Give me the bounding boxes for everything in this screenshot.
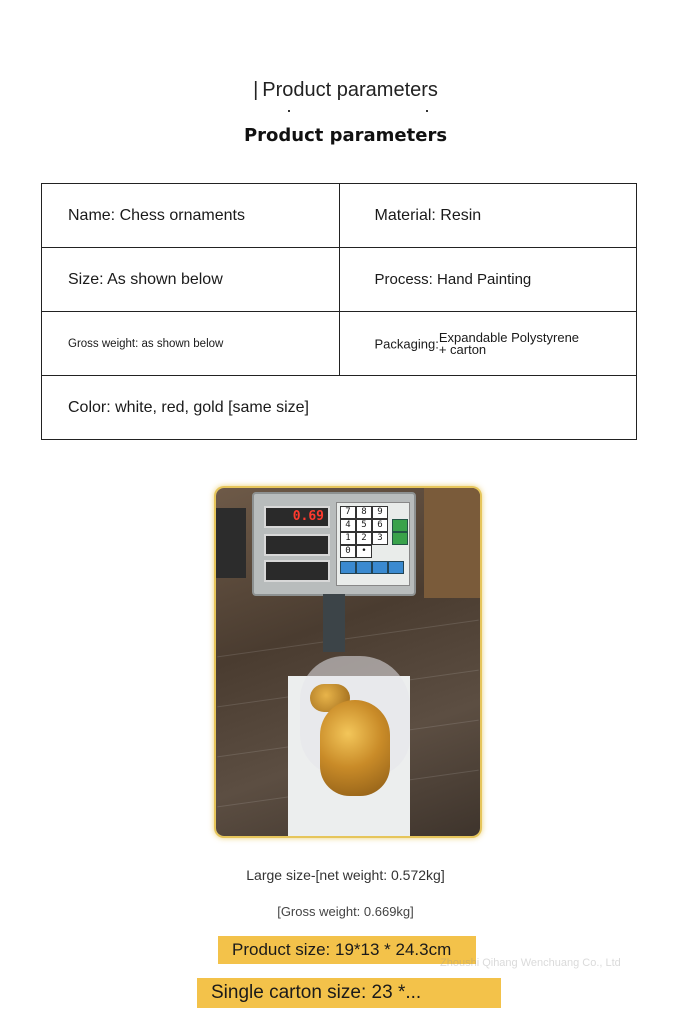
scale-key-green xyxy=(392,532,408,545)
scale-key: 2 xyxy=(356,532,372,545)
heart-ornament xyxy=(320,700,390,796)
scale-key-blue xyxy=(340,561,356,574)
table-row xyxy=(42,376,637,440)
product-size-highlight: Product size: 19*13 * 24.3cm xyxy=(218,936,476,964)
title-dash-left xyxy=(288,110,290,112)
packaging-value xyxy=(438,329,580,357)
scale-pole xyxy=(323,594,345,652)
parameters-table xyxy=(41,183,637,440)
scale-key: 0 xyxy=(340,545,356,558)
param-packaging xyxy=(339,312,637,376)
scale-display-panel xyxy=(252,492,416,596)
param-gross-weight: Gross weight: as shown below xyxy=(42,312,340,376)
scale-key: 1 xyxy=(340,532,356,545)
packaging-line-2: + carton xyxy=(438,341,487,357)
section-subtitle: Product parameters xyxy=(243,125,448,146)
cardboard-box xyxy=(424,488,480,598)
packaging-label: Packaging: xyxy=(374,336,439,351)
scale-key: • xyxy=(356,545,372,558)
title-dash-right xyxy=(426,110,428,112)
scale-key-blue xyxy=(372,561,388,574)
param-material: Material: Resin xyxy=(339,184,637,248)
title-bar: | xyxy=(253,79,259,101)
total-price-display xyxy=(264,560,330,582)
param-color: Color: white, red, gold [same size] xyxy=(42,376,637,440)
table-row xyxy=(42,312,637,376)
scale-key-green xyxy=(392,519,408,532)
unit-price-display xyxy=(264,534,330,556)
param-process: Process: Hand Painting xyxy=(339,248,637,312)
product-photo xyxy=(216,488,480,836)
carton-size-highlight: Single carton size: 23 *... xyxy=(197,978,501,1008)
scale-key: 9 xyxy=(372,506,388,519)
watermark: Zhoushi Qihang Wenchuang Co., Ltd xyxy=(440,957,621,969)
scale-key: 6 xyxy=(372,519,388,532)
scale-key: 8 xyxy=(356,506,372,519)
background-object xyxy=(216,508,246,578)
scale-key: 5 xyxy=(356,519,372,532)
scale-keypad xyxy=(336,502,410,586)
floor-line xyxy=(217,620,479,658)
weight-display xyxy=(264,506,330,528)
section-title-text: Product parameters xyxy=(262,79,438,101)
packaging-line-1: Expandable Polystyrene xyxy=(438,329,580,345)
table-row xyxy=(42,248,637,312)
scale-key-blue xyxy=(388,561,404,574)
scale-readout: 0.69 xyxy=(292,509,324,524)
param-size: Size: As shown below xyxy=(42,248,340,312)
net-weight-caption: Large size-[net weight: 0.572kg] xyxy=(246,867,445,883)
table-row xyxy=(42,184,637,248)
scale-key-blue xyxy=(356,561,372,574)
gross-weight-caption: [Gross weight: 0.669kg] xyxy=(277,904,414,919)
scale-key: 4 xyxy=(340,519,356,532)
section-title xyxy=(0,79,691,102)
param-name: Name: Chess ornaments xyxy=(42,184,340,248)
scale-key: 7 xyxy=(340,506,356,519)
scale-key: 3 xyxy=(372,532,388,545)
